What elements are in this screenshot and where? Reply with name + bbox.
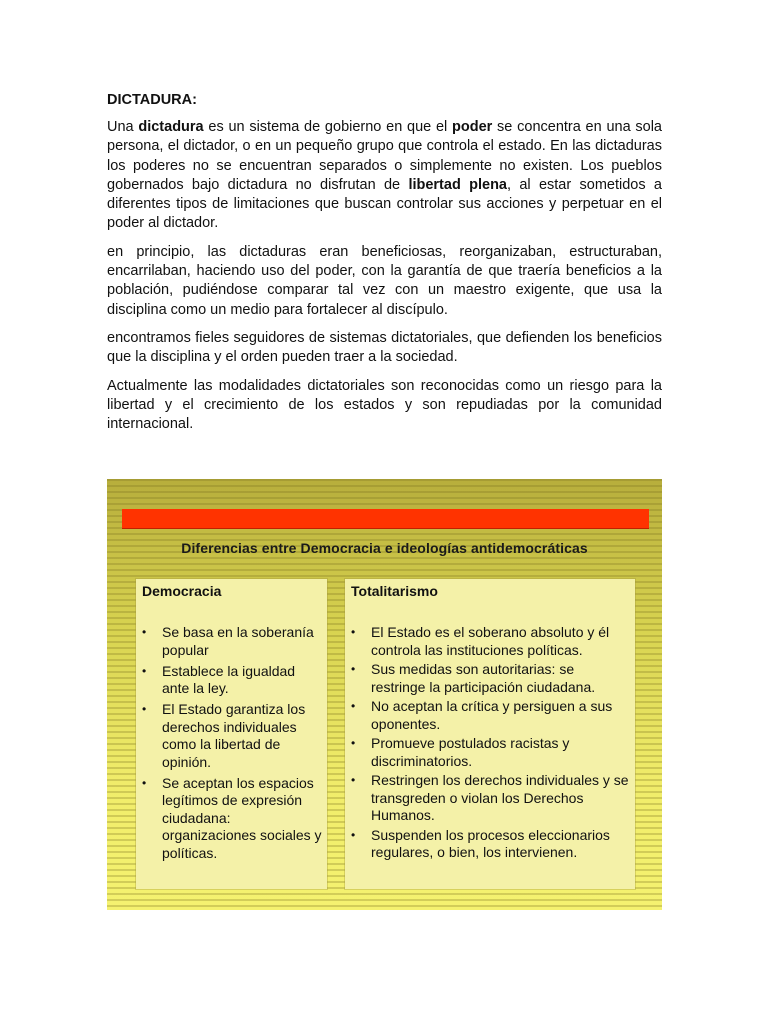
bullet-icon: • — [142, 775, 147, 790]
paragraph-3 — [107, 329, 662, 368]
list-item: • Se basa en la soberanía popular — [142, 624, 314, 658]
bullet-icon: • — [351, 662, 356, 676]
bullet-icon: • — [351, 625, 356, 639]
document-body — [107, 92, 662, 443]
list-item: • No aceptan la crítica y persiguen a sus oponentes. — [351, 698, 613, 732]
list-item: • Sus medidas son autoritarias: se restringe la participación ciudadana. — [351, 661, 596, 695]
paragraph-1 — [107, 118, 662, 234]
list-item: • Establece la igualdad ante la ley. — [142, 662, 296, 696]
bold-term: dictadura — [138, 119, 204, 135]
comparison-figure — [107, 479, 662, 910]
text-run: encontramos fieles seguidores de sistemas dictatoriales, que defienden los beneficios que la disciplina y el orden pueden traer a la sociedad. — [107, 329, 662, 366]
text-run: se concentra en una sola persona, el dictador, o en un pequeño grupo que controla el estado. En las dictaduras los poderes no se encuentran separados o simplemente no existen. Los pueblos gobernados bajo dictadura no disfrutan de — [107, 119, 662, 193]
text-run: en principio, las dictaduras eran beneficiosas, reorganizaban, estructuraban, encarrilaban, haciendo uso del poder, con la garantía de que traería beneficios a la población, pudiéndose comparar tal vez con un maestro exigente, que usa la disciplina como un medio para fortalecer al discípulo. — [107, 243, 662, 318]
totalitarismo-title: Totalitarismo — [351, 583, 438, 599]
democracia-title: Democracia — [142, 583, 222, 599]
totalitarismo-panel — [345, 579, 635, 889]
bullet-icon: • — [142, 702, 147, 716]
bullet-icon: • — [351, 827, 356, 842]
bullet-icon: • — [142, 663, 147, 678]
list-item: • Promueve postulados racistas y discriminatorios. — [351, 735, 570, 769]
list-item: • Restringen los derechos individuales y se transgreden o violan los Derechos Humanos. — [351, 772, 629, 823]
paragraph-4 — [107, 377, 662, 435]
bullet-icon: • — [351, 773, 356, 787]
text-run: Actualmente las modalidades dictatoriales son reconocidas como un riesgo para la libertad y el crecimiento de los estados y son repudiadas por la comunidad internacional. — [107, 377, 662, 433]
bold-term: poder — [452, 119, 493, 135]
text-run: , al estar sometidos a diferentes tipos de limitaciones que buscan controlar sus acciones y perpetuar en el poder al dictador. — [107, 176, 662, 232]
bold-term: libertad plena — [408, 176, 507, 193]
totalitarismo-list — [351, 624, 631, 864]
list-item: • El Estado garantiza los derechos individuales como la libertad de opinión. — [142, 701, 306, 770]
list-item: • Suspenden los procesos eleccionarios regulares, o bien, los intervienen. — [351, 826, 610, 860]
democracia-list — [142, 624, 323, 866]
document-heading: DICTADURA: — [107, 92, 197, 108]
paragraph-2 — [107, 243, 662, 320]
democracia-panel — [136, 579, 327, 889]
list-item: • El Estado es el soberano absoluto y él controla las instituciones políticas. — [351, 624, 610, 658]
bullet-icon: • — [351, 699, 356, 713]
bullet-icon: • — [351, 736, 356, 750]
red-title-band — [122, 509, 649, 528]
bullet-icon: • — [142, 625, 147, 639]
text-run: Una — [107, 119, 139, 135]
list-item: • Se aceptan los espacios legítimos de expresión ciudadana: organizaciones sociales y políticas. — [142, 774, 322, 861]
figure-title: Diferencias entre Democracia e ideologías antidemocráticas — [181, 540, 588, 556]
text-run: es un sistema de gobierno en que el — [203, 119, 453, 135]
